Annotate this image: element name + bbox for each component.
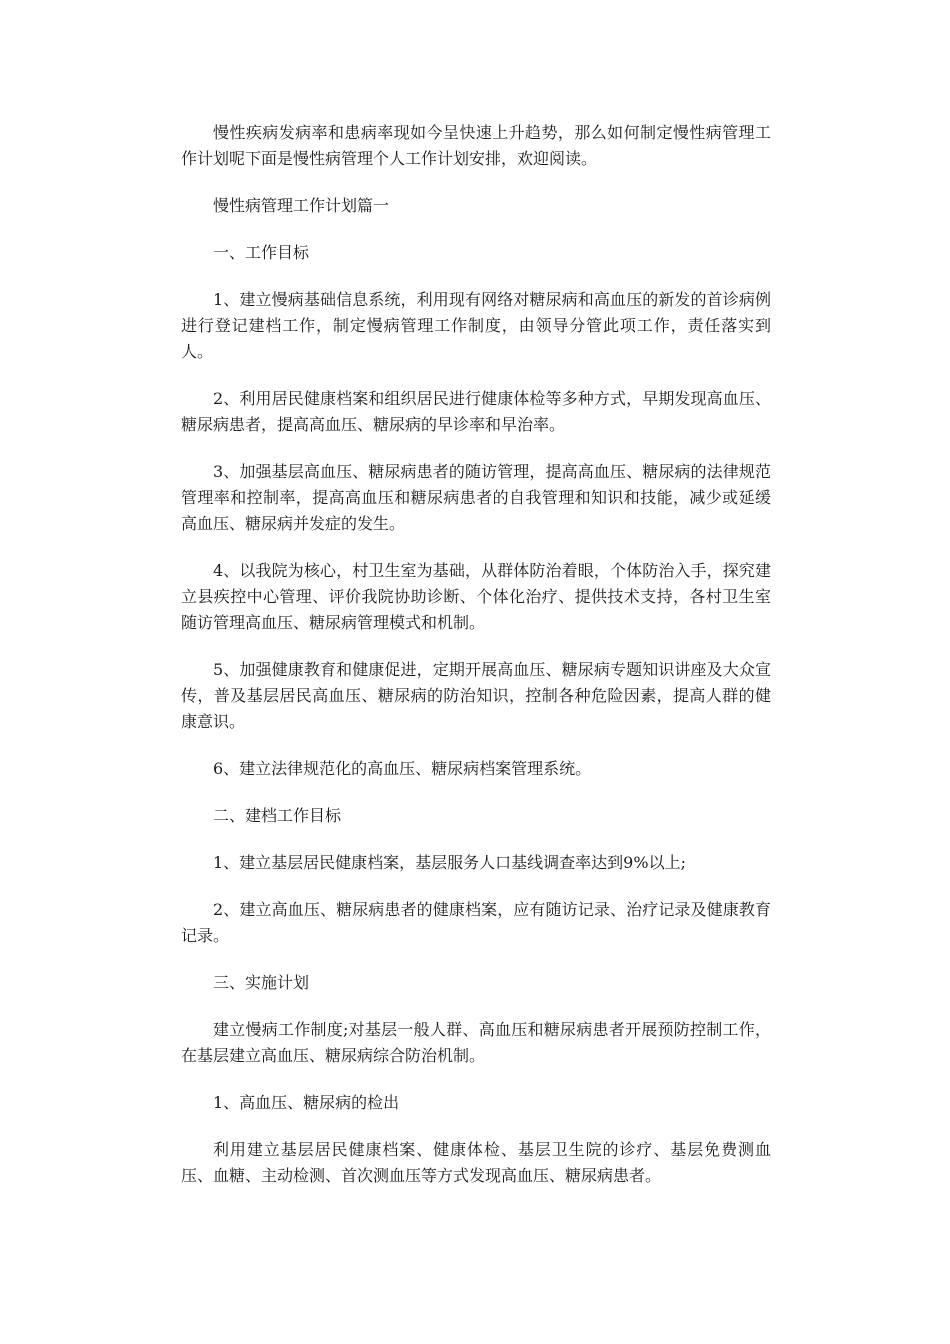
goal-item-2: 2、利用居民健康档案和组织居民进行健康体检等多种方式，早期发现高血压、糖尿病患者，提高高血压、糖尿病的早诊率和早治率。 xyxy=(181,389,771,434)
detection-paragraph: 利用建立基层居民健康档案、健康体检、基层卫生院的诊疗、基层免费测血压、血糖、主动检测、首次测血压等方式发现高血压、糖尿病患者。 xyxy=(181,1140,771,1185)
section-heading-goals: 一、工作目标 xyxy=(213,243,310,262)
goal-item-3: 3、加强基层高血压、糖尿病患者的随访管理，提高高血压、糖尿病的法律规范管理率和控制率，提高高血压和糖尿病患者的自我管理和知识和技能，减少或延缓高血压、糖尿病并发症的发生。 xyxy=(181,462,771,533)
records-item-2: 2、建立高血压、糖尿病患者的健康档案，应有随访记录、治疗记录及健康教育记录。 xyxy=(181,900,771,945)
goal-item-5: 5、加强健康教育和健康促进，定期开展高血压、糖尿病专题知识讲座及大众宣传，普及基层居民高血压、糖尿病的防治知识，控制各种危险因素，提高人群的健康意识。 xyxy=(181,660,771,731)
document-body xyxy=(181,120,771,1210)
plan-subheading-detection: 1、高血压、糖尿病的检出 xyxy=(213,1093,400,1112)
goal-item-4: 4、以我院为核心，村卫生室为基础，从群体防治着眼，个体防治入手，探究建立县疾控中心管理、评价我院协助诊断、个体化治疗、提供技术支持，各村卫生室随访管理高血压、糖尿病管理模式和机制。 xyxy=(181,561,771,632)
records-item-1: 1、建立基层居民健康档案，基层服务人口基线调查率达到9%以上; xyxy=(213,853,686,872)
section-heading-plan: 三、实施计划 xyxy=(213,973,310,992)
intro-paragraph: 慢性疾病发病率和患病率现如今呈快速上升趋势，那么如何制定慢性病管理工作计划呢下面是慢性病管理个人工作计划安排，欢迎阅读。 xyxy=(181,123,771,168)
goal-item-6: 6、建立法律规范化的高血压、糖尿病档案管理系统。 xyxy=(213,759,592,778)
article-title: 慢性病管理工作计划篇一 xyxy=(213,196,390,215)
goal-item-1: 1、建立慢病基础信息系统，利用现有网络对糖尿病和高血压的新发的首诊病例进行登记建档工作，制定慢病管理工作制度，由领导分管此项工作，责任落实到人。 xyxy=(181,290,771,361)
plan-intro: 建立慢病工作制度;对基层一般人群、高血压和糖尿病患者开展预防控制工作，在基层建立高血压、糖尿病综合防治机制。 xyxy=(181,1020,771,1065)
section-heading-records: 二、建档工作目标 xyxy=(213,806,342,825)
